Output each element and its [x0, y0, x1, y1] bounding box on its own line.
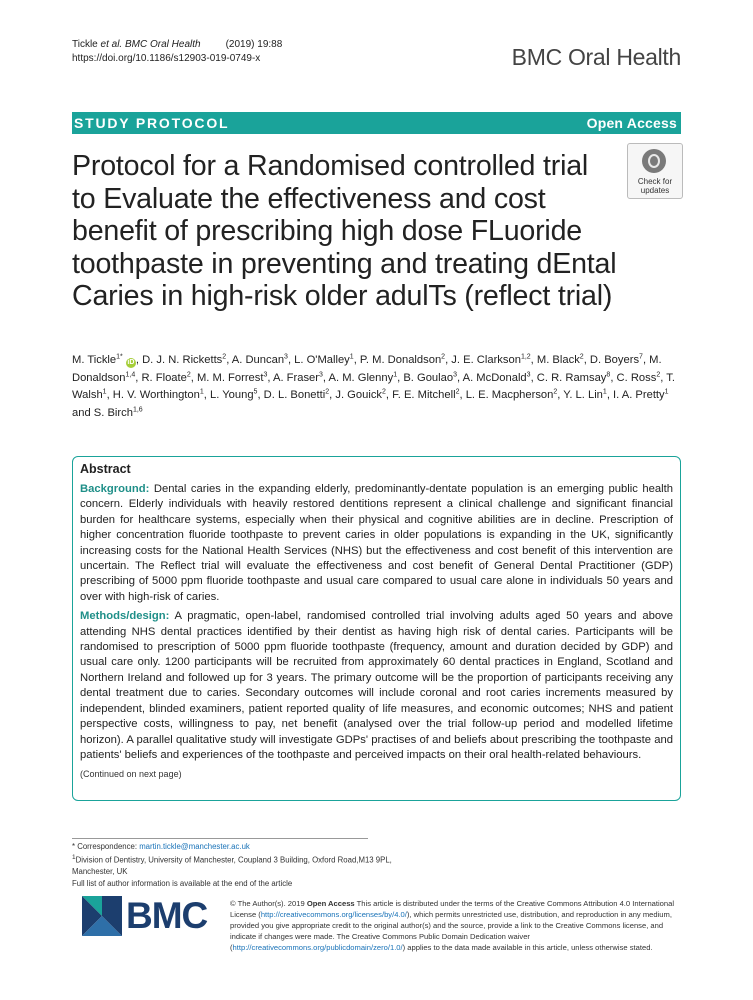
check-updates-label: Check for updates	[637, 177, 673, 195]
author-lead: M. Tickle	[72, 354, 117, 366]
license-part-2: ), which permits unrestricted use, distribution, and reproduction in any medium, provided you give appropriate credit to the original author(s) and the source, provide a link to the Creative Commons license, and indicate if changes were made. The Creative Commons Public Domain Dedication waiver (	[230, 909, 672, 952]
author-sup: 2	[579, 353, 584, 361]
author-name: T. Walsh	[72, 371, 675, 401]
author-name: M. Black	[536, 354, 580, 366]
doi-link[interactable]: https://doi.org/10.1186/s12903-019-0749-x	[72, 53, 261, 64]
author-name: Y. L. Lin	[563, 389, 603, 401]
license-part-1: This article is distributed under the terms of the Creative Commons Attribution 4.0 International License (	[230, 899, 675, 919]
author-name: B. Goulao	[403, 371, 454, 384]
check-updates-icon	[642, 149, 666, 173]
and-word: and	[72, 406, 91, 419]
author-name: M. Donaldson	[72, 354, 662, 384]
author-sup: 2	[325, 388, 330, 396]
author-sup: 8	[606, 370, 611, 378]
check-for-updates-button[interactable]	[627, 143, 683, 199]
et-al: et al.	[100, 39, 123, 50]
author-sup: 2	[222, 353, 227, 361]
bmc-logo-icon	[82, 896, 122, 936]
author-sup: 1	[102, 388, 107, 396]
author-sup: 2	[441, 353, 446, 361]
author-name: L. O'Malley	[294, 354, 350, 366]
author-name: D. Boyers	[589, 354, 640, 366]
author-sup: 2	[656, 370, 661, 378]
article-type: STUDY PROTOCOL	[74, 115, 230, 131]
open-access-label: Open Access	[586, 115, 677, 131]
background-label: Background:	[80, 483, 150, 495]
author-name: L. Young	[209, 389, 254, 401]
affil-sup: 1	[72, 854, 76, 862]
open-access-bold: Open Access	[306, 899, 355, 908]
author-name: P. M. Donaldson	[359, 354, 442, 366]
author-name: J. Gouick	[335, 389, 383, 401]
author-name: A. Duncan	[231, 354, 285, 366]
author-sup: 1	[349, 353, 354, 361]
author-sup: 1	[602, 388, 607, 396]
article-title: Protocol for a Randomised controlled trial to Evaluate the effectiveness and cost benefit of prescribing high dose FLuoride toothpaste in preventing and treating dEntal Caries in high-risk older adulTs (reflect trial)	[72, 150, 617, 312]
author-short: Tickle	[72, 39, 98, 50]
author-sup: 2	[382, 388, 386, 396]
author-sup: 5	[253, 388, 258, 396]
author-last: S. Birch	[93, 406, 133, 419]
article-type-banner	[72, 112, 681, 134]
full-list-note: Full list of author information is available at the end of the article	[72, 878, 293, 888]
author-sup: 1*	[116, 353, 123, 361]
citation-header	[72, 38, 282, 66]
correspondence-label: * Correspondence:	[72, 842, 138, 851]
author-name: D. L. Bonetti	[263, 389, 326, 401]
author-list: M. Tickle$^{1*}$ iD , D. J. N. Ricketts$^2$, A. Duncan$^3$, L. O'Malley$^1$, P. M. Donaldson$^2$, J. E. Clarkson$^{1,2}$, M. Black$^2$, D. Boyers$^7$, M. Donaldson$^{1,4}$, R. Floate$^2$, M. M. Forrest$^3$, A. Fraser$^3$, A. M. Glenny$^1$, B. Goulao$^3$, A. McDonald$^3$, C. R. Ramsay$^8$, C. Ross$^2$, T. Walsh$^1$, H. V. Worthington$^1$, L. Young$^5$, D. L. Bonetti$^2$, J. Gouick$^2$, F. E. Mitchell$^2$, L. E. Macpherson$^2$, Y. L. Lin$^1$, I. A. Pretty$^1$ and S. Birch$^{1,6}$	[72, 353, 675, 419]
abstract-heading: Abstract	[80, 462, 131, 476]
author-name: H. V. Worthington	[112, 389, 200, 401]
author-name: L. E. Macpherson	[465, 389, 554, 401]
author-name: F. E. Mitchell	[392, 389, 456, 401]
abstract-methods	[80, 609, 673, 763]
author-name: D. J. N. Ricketts	[142, 354, 223, 366]
author-name: R. Floate	[141, 371, 187, 384]
methods-text: A pragmatic, open-label, randomised controlled trial involving adults aged 50 years and above attending NHS dental practices identified by their dentist as having high risk of dental caries. Participants will be randomised to prescription of 5000 ppm fluoride toothpaste (frequency, amount and duration decided by GDP) and usual care only. 1200 participants will be recruited from approximately 60 dental practices in England, Scotland and Northern Ireland and followed up for 3 years. The primary outcome will be the proportion of participants receiving any dental treatment due to caries. Secondary outcomes will include coronal and root caries increments measured by independent, blinded examiners, patient reported quality of life measures, and economic outcomes; NHS and patient perspective costs, willingness to pay, net benefit (analysed over the trial follow-up period and modelled lifetime horizon). A parallel qualitative study will investigate GDPs' practises of and beliefs about prescribing the toothpaste and patients' beliefs and experiences of the toothpaste and perceived impacts on their oral health-related behaviours.	[80, 610, 673, 761]
bmc-logo-text: BMC	[126, 895, 208, 936]
author-sup: 1	[393, 370, 398, 378]
author-sup: 1,4	[125, 370, 136, 378]
copyright: © The Author(s). 2019	[230, 899, 305, 908]
author-name: C. Ross	[616, 371, 657, 384]
author-sup: 3	[526, 370, 531, 378]
correspondence-email[interactable]: martin.tickle@manchester.ac.uk	[139, 842, 250, 851]
journal-name: BMC Oral Health	[511, 44, 681, 70]
license-text	[230, 899, 681, 954]
author-sup: 3	[453, 370, 457, 378]
journal-italic: BMC Oral Health	[125, 39, 201, 50]
year-page: (2019) 19:88	[225, 39, 283, 50]
author-name: A. Fraser	[273, 371, 320, 384]
author-sup: 1	[199, 388, 204, 396]
author-name: A. M. Glenny	[328, 371, 394, 384]
background-text: Dental caries in the expanding elderly, predominantly-dentate population is an emerging public health concern. Elderly individuals with heavily restored dentitions represent a clinical challenge and significant financial burden for healthcare systems, especially when their physical and cognitive abilities are in decline. Prescription of higher concentration fluoride toothpaste to prevent caries in older populations is expanding in the UK, significantly increasing costs for the National Health Services (NHS) but the effectiveness and cost benefit of this intervention are uncertain. The Reflect trial will evaluate the effectiveness and cost benefit of General Dental Practitioner (GDP) prescribing of 5000 ppm fluoride toothpaste and usual care compared to usual care alone in individuals 50 years and over with high-risk of caries.	[80, 483, 673, 603]
author-name: M. M. Forrest	[196, 371, 264, 384]
license-link-cc-by[interactable]: http://creativecommons.org/licenses/by/4.0/	[260, 909, 407, 919]
license-link-cc0[interactable]: http://creativecommons.org/publicdomain/zero/1.0/	[232, 942, 403, 952]
footnotes	[72, 841, 392, 889]
author-name: A. McDonald	[462, 371, 527, 384]
footnote-divider	[72, 838, 368, 839]
author-sup: 2	[186, 370, 191, 378]
author-sup: 2	[553, 388, 558, 396]
author-name: I. A. Pretty	[613, 389, 665, 401]
methods-label: Methods/design:	[80, 610, 170, 623]
author-name: C. R. Ramsay	[536, 371, 607, 384]
author-sup: 2	[455, 388, 460, 396]
abstract-background	[80, 482, 673, 605]
author-sup: 3	[319, 370, 323, 378]
author-sup: 3	[263, 370, 268, 378]
author-sup: 3	[284, 353, 288, 361]
orcid-icon[interactable]: iD	[127, 359, 135, 366]
author-sup: 1,6	[132, 405, 143, 413]
author-sup: 1	[664, 388, 669, 396]
bmc-logo	[82, 896, 222, 936]
continued-note: (Continued on next page)	[80, 769, 182, 780]
author-sup: 7	[639, 353, 643, 361]
abstract-box	[72, 456, 681, 801]
author-name: J. E. Clarkson	[451, 354, 521, 366]
license-part-3: ) applies to the data made available in this article, unless otherwise stated.	[402, 942, 653, 952]
author-sup: 1,2	[520, 353, 531, 361]
affiliation: Division of Dentistry, University of Manchester, Coupland 3 Building, Oxford Road,M13 9PL, Manchester, UK	[72, 856, 392, 877]
